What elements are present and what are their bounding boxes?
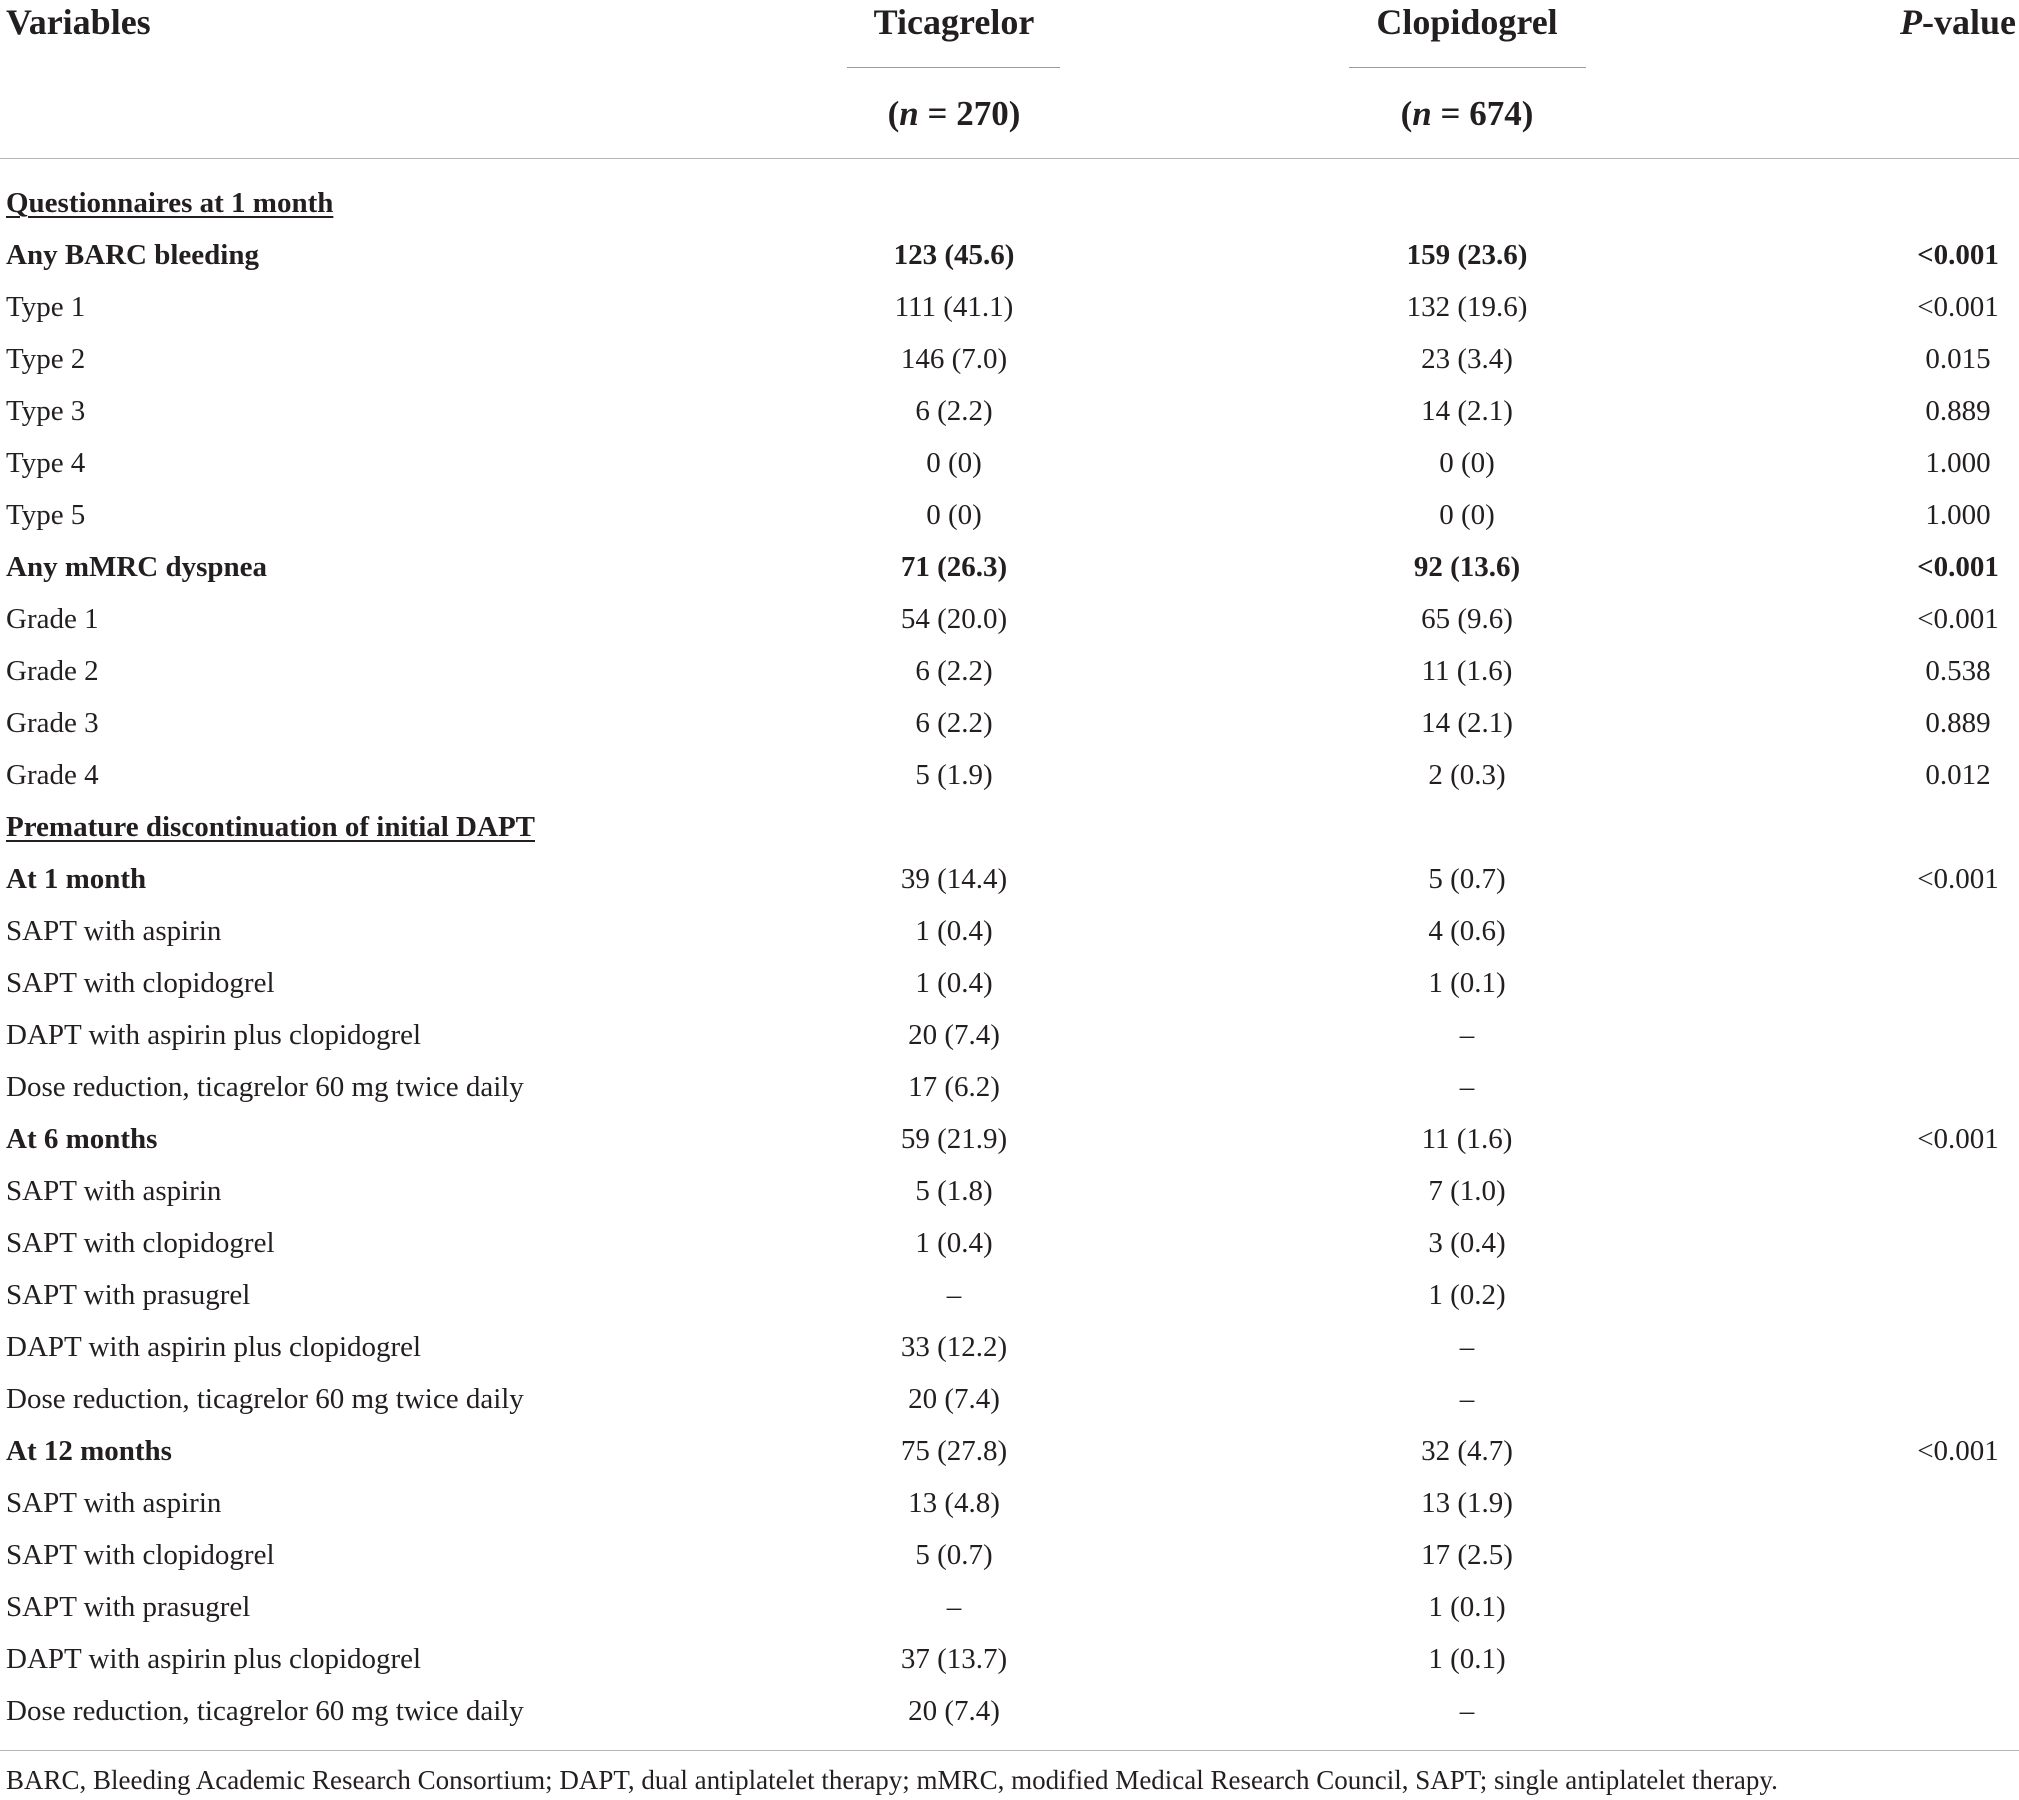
cell-variable: SAPT with clopidogrel: [6, 967, 275, 999]
table-row: [0, 749, 2019, 801]
cell-clopidogrel: 1 (0.1): [1428, 1591, 1506, 1623]
cell-variable: Grade 2: [6, 655, 99, 687]
cell-pvalue: <0.001: [1917, 291, 1999, 323]
n-symbol: n: [1412, 94, 1432, 133]
cell-ticagrelor: 111 (41.1): [894, 291, 1014, 323]
cell-ticagrelor: 59 (21.9): [900, 1123, 1008, 1155]
n-open-paren: (: [887, 94, 900, 133]
cell-pvalue: <0.001: [1917, 239, 1999, 271]
cell-ticagrelor: 5 (0.7): [915, 1539, 993, 1571]
table-row: [0, 229, 2019, 281]
cell-variable: SAPT with aspirin: [6, 1487, 222, 1519]
table-row: [0, 1217, 2019, 1269]
cell-variable: Any mMRC dyspnea: [6, 551, 268, 583]
cell-ticagrelor: 6 (2.2): [915, 707, 993, 739]
cell-variable: At 6 months: [6, 1123, 158, 1155]
table-row: [0, 1477, 2019, 1529]
cell-ticagrelor: 0 (0): [926, 447, 982, 479]
cell-variable: Grade 1: [6, 603, 99, 635]
cell-variable: Type 3: [6, 395, 86, 427]
cell-variable: DAPT with aspirin plus clopidogrel: [6, 1643, 422, 1675]
cell-clopidogrel: 3 (0.4): [1428, 1227, 1506, 1259]
cell-ticagrelor: 71 (26.3): [900, 551, 1008, 583]
cell-clopidogrel: 14 (2.1): [1421, 395, 1513, 427]
table-row: [0, 1425, 2019, 1477]
cell-ticagrelor: 39 (14.4): [900, 863, 1008, 895]
cell-ticagrelor: 146 (7.0): [900, 343, 1008, 375]
n-count: = 270): [918, 94, 1021, 133]
cell-ticagrelor: 20 (7.4): [908, 1019, 1000, 1051]
cell-pvalue: 0.012: [1925, 759, 1991, 791]
table-row: [0, 333, 2019, 385]
table-row: [0, 1165, 2019, 1217]
cell-pvalue: <0.001: [1917, 603, 1999, 635]
cell-clopidogrel: 92 (13.6): [1413, 551, 1521, 583]
cell-clopidogrel: 5 (0.7): [1428, 863, 1506, 895]
cell-pvalue: 0.889: [1925, 395, 1991, 427]
cell-variable: SAPT with prasugrel: [6, 1279, 251, 1311]
cell-variable: DAPT with aspirin plus clopidogrel: [6, 1019, 422, 1051]
header-pvalue: [1900, 0, 2016, 44]
cell-variable: SAPT with aspirin: [6, 1175, 222, 1207]
cell-ticagrelor: 1 (0.4): [915, 915, 993, 947]
cell-pvalue: 0.889: [1925, 707, 1991, 739]
cell-ticagrelor: 5 (1.9): [915, 759, 993, 791]
cell-clopidogrel: 1 (0.1): [1428, 1643, 1506, 1675]
header-ticagrelor-n: [888, 92, 1021, 136]
cell-ticagrelor: 6 (2.2): [915, 655, 993, 687]
table-row: [0, 1373, 2019, 1425]
cell-ticagrelor: 75 (27.8): [900, 1435, 1008, 1467]
p-suffix: -value: [1922, 2, 2016, 42]
cell-clopidogrel: –: [1459, 1019, 1475, 1051]
cell-clopidogrel: 11 (1.6): [1421, 655, 1513, 687]
cell-clopidogrel: –: [1459, 1695, 1475, 1727]
cell-ticagrelor: 0 (0): [926, 499, 982, 531]
table-row: [0, 1581, 2019, 1633]
cell-clopidogrel: –: [1459, 1331, 1475, 1363]
cell-ticagrelor: –: [946, 1591, 962, 1623]
table-bottom-rule: [0, 1750, 2019, 1751]
cell-pvalue: 1.000: [1925, 499, 1991, 531]
cell-clopidogrel: –: [1459, 1071, 1475, 1103]
n-symbol: n: [899, 94, 919, 133]
cell-clopidogrel: 17 (2.5): [1421, 1539, 1513, 1571]
section-heading-row: [0, 177, 2019, 229]
cell-variable: SAPT with prasugrel: [6, 1591, 251, 1623]
table-row: [0, 437, 2019, 489]
table-row: [0, 281, 2019, 333]
header-variables: Variables: [6, 2, 151, 42]
table-row: [0, 1061, 2019, 1113]
header-clopidogrel-n: [1401, 92, 1534, 136]
table-row: [0, 541, 2019, 593]
table-row: [0, 593, 2019, 645]
cell-variable: Grade 3: [6, 707, 99, 739]
cell-clopidogrel: 32 (4.7): [1421, 1435, 1513, 1467]
cell-ticagrelor: 123 (45.6): [893, 239, 1015, 271]
cell-variable: SAPT with clopidogrel: [6, 1539, 275, 1571]
cell-ticagrelor: 13 (4.8): [908, 1487, 1000, 1519]
cell-clopidogrel: 4 (0.6): [1428, 915, 1506, 947]
cell-ticagrelor: 20 (7.4): [908, 1695, 1000, 1727]
cell-pvalue: <0.001: [1917, 1435, 1999, 1467]
cell-ticagrelor: 6 (2.2): [915, 395, 993, 427]
cell-clopidogrel: 65 (9.6): [1421, 603, 1513, 635]
cell-clopidogrel: 7 (1.0): [1428, 1175, 1506, 1207]
table-row: [0, 1113, 2019, 1165]
n-count: = 674): [1431, 94, 1534, 133]
cell-variable: Dose reduction, ticagrelor 60 mg twice daily: [6, 1071, 524, 1103]
n-open-paren: (: [1400, 94, 1413, 133]
table-row: [0, 1269, 2019, 1321]
cell-variable: Type 2: [6, 343, 86, 375]
cell-pvalue: <0.001: [1917, 863, 1999, 895]
clopidogrel-group-rule: [1349, 67, 1586, 68]
cell-clopidogrel: 13 (1.9): [1421, 1487, 1513, 1519]
section-heading-row: [0, 801, 2019, 853]
cell-variable: Dose reduction, ticagrelor 60 mg twice daily: [6, 1383, 524, 1415]
cell-clopidogrel: 0 (0): [1439, 447, 1495, 479]
cell-ticagrelor: 1 (0.4): [915, 967, 993, 999]
cell-pvalue: 0.538: [1925, 655, 1991, 687]
table-row: [0, 1529, 2019, 1581]
cell-variable: At 1 month: [6, 863, 147, 895]
p-symbol: P: [1900, 2, 1922, 42]
cell-variable: Any BARC bleeding: [6, 239, 259, 271]
cell-variable: Type 4: [6, 447, 86, 479]
cell-ticagrelor: 33 (12.2): [900, 1331, 1008, 1363]
cell-ticagrelor: 20 (7.4): [908, 1383, 1000, 1415]
header-clopidogrel: Clopidogrel: [1376, 2, 1558, 42]
cell-pvalue: 1.000: [1925, 447, 1991, 479]
cell-variable: SAPT with clopidogrel: [6, 1227, 275, 1259]
cell-clopidogrel: 23 (3.4): [1421, 343, 1513, 375]
cell-ticagrelor: 54 (20.0): [900, 603, 1008, 635]
cell-variable: Type 5: [6, 499, 86, 531]
cell-pvalue: 0.015: [1925, 343, 1991, 375]
cell-variable: DAPT with aspirin plus clopidogrel: [6, 1331, 422, 1363]
table-row: [0, 1321, 2019, 1373]
table-row: [0, 1633, 2019, 1685]
cell-clopidogrel: 132 (19.6): [1406, 291, 1528, 323]
table-row: [0, 385, 2019, 437]
cell-ticagrelor: 37 (13.7): [900, 1643, 1008, 1675]
header-bottom-rule: [0, 158, 2019, 159]
cell-pvalue: <0.001: [1917, 1123, 1999, 1155]
cell-variable: SAPT with aspirin: [6, 915, 222, 947]
cell-clopidogrel: 1 (0.2): [1428, 1279, 1506, 1311]
cell-clopidogrel: 1 (0.1): [1428, 967, 1506, 999]
table-row: [0, 905, 2019, 957]
table-row: [0, 957, 2019, 1009]
cell-variable: Type 1: [6, 291, 86, 323]
ticagrelor-group-rule: [847, 67, 1060, 68]
cell-clopidogrel: –: [1459, 1383, 1475, 1415]
cell-ticagrelor: 5 (1.8): [915, 1175, 993, 1207]
cell-ticagrelor: –: [946, 1279, 962, 1311]
cell-variable: Dose reduction, ticagrelor 60 mg twice daily: [6, 1695, 524, 1727]
table-footnote: BARC, Bleeding Academic Research Consortium; DAPT, dual antiplatelet therapy; mMRC, modified Medical Research Council, SAPT; single antiplatelet therapy.: [6, 1765, 1778, 1795]
cell-clopidogrel: 159 (23.6): [1406, 239, 1528, 271]
cell-clopidogrel: 2 (0.3): [1428, 759, 1506, 791]
table-row: [0, 1009, 2019, 1061]
header-ticagrelor: Ticagrelor: [873, 2, 1035, 42]
cell-variable: Premature discontinuation of initial DAPT: [6, 811, 535, 843]
table-row: [0, 1685, 2019, 1737]
cell-ticagrelor: 17 (6.2): [908, 1071, 1000, 1103]
table-row: [0, 697, 2019, 749]
table-row: [0, 853, 2019, 905]
table-row: [0, 645, 2019, 697]
cell-ticagrelor: 1 (0.4): [915, 1227, 993, 1259]
cell-pvalue: <0.001: [1917, 551, 1999, 583]
cell-clopidogrel: 0 (0): [1439, 499, 1495, 531]
table-row: [0, 489, 2019, 541]
cell-clopidogrel: 11 (1.6): [1421, 1123, 1513, 1155]
cell-variable: Grade 4: [6, 759, 99, 791]
cell-variable: Questionnaires at 1 month: [6, 187, 334, 219]
cell-clopidogrel: 14 (2.1): [1421, 707, 1513, 739]
cell-variable: At 12 months: [6, 1435, 172, 1467]
